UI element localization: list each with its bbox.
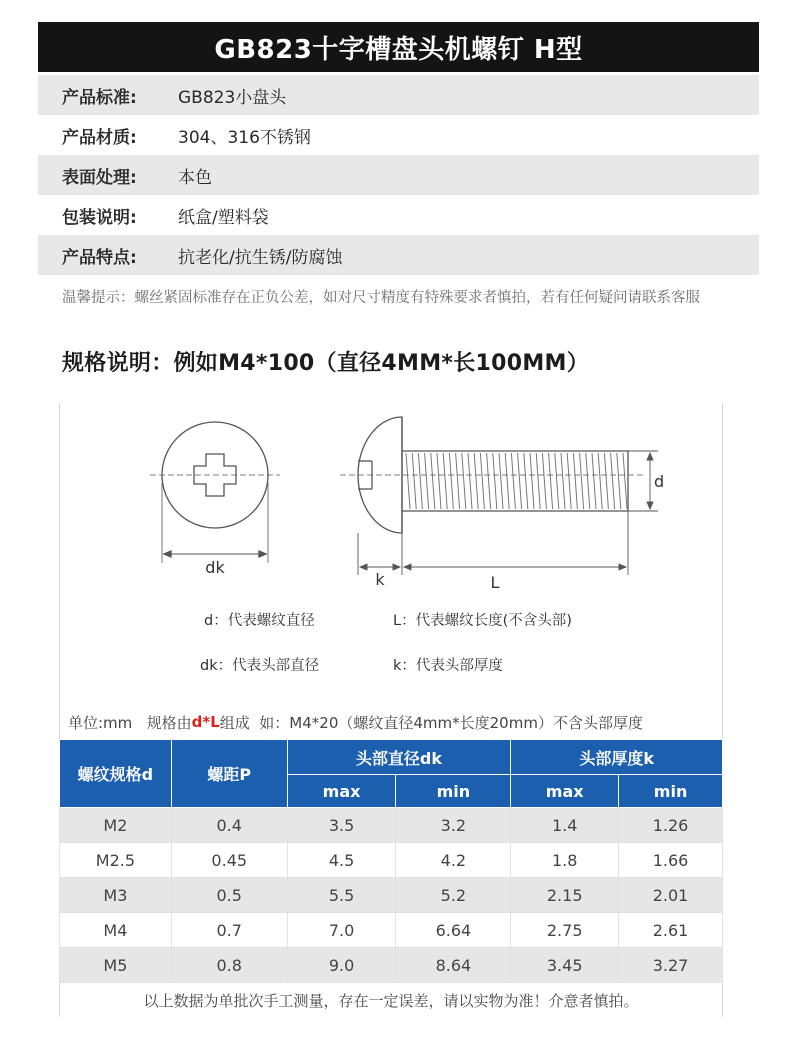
cell: 5.2: [396, 878, 511, 913]
cell: M3: [60, 878, 172, 913]
cell: 3.5: [287, 808, 396, 843]
spec-table: [59, 739, 723, 983]
thread-lines: [406, 453, 627, 509]
cell: 4.2: [396, 843, 511, 878]
dim-d-label: d: [654, 472, 665, 491]
unit-suffix: 组成 如：M4*20（螺纹直径4mm*长度20mm）不含头部厚度: [219, 713, 643, 732]
page-title: GB823十字槽盘头机螺钉 H型: [38, 22, 759, 72]
header-max: max: [511, 775, 619, 808]
unit-L: L: [210, 713, 220, 731]
dim-dk-label: dk: [205, 558, 225, 577]
header-min: min: [396, 775, 511, 808]
screw-drawing: [60, 403, 724, 705]
cell: 0.7: [171, 913, 287, 948]
cell: 5.5: [287, 878, 396, 913]
cell: 1.66: [619, 843, 723, 878]
spec-description: 规格说明：例如M4*100（直径4MM*长100MM）: [62, 351, 590, 376]
table-row: [60, 878, 723, 913]
cell: 6.64: [396, 913, 511, 948]
cell: 2.61: [619, 913, 723, 948]
cell: M2: [60, 808, 172, 843]
legend-d: d：代表螺纹直径: [204, 613, 315, 629]
spec-row-standard: [38, 75, 759, 115]
spec-value: 本色: [178, 167, 212, 188]
cell: 8.64: [396, 948, 511, 983]
unit-prefix: 单位:mm 规格由: [68, 713, 192, 732]
cell: 3.27: [619, 948, 723, 983]
table-row: [60, 913, 723, 948]
header-thread-size: 螺纹规格d: [60, 740, 172, 808]
spec-value: GB823小盘头: [178, 87, 287, 108]
tip-text: 温馨提示：螺丝紧固标准存在正负公差，如对尺寸精度有特殊要求者慎拍，若有任何疑问请联系客服: [62, 290, 700, 306]
cell: 3.2: [396, 808, 511, 843]
cell: 1.4: [511, 808, 619, 843]
spec-key: 产品特点:: [62, 247, 137, 268]
spec-key: 产品材质:: [62, 127, 137, 148]
spec-value: 304、316不锈钢: [178, 127, 311, 148]
cell: M5: [60, 948, 172, 983]
cell: 9.0: [287, 948, 396, 983]
spec-row-features: [38, 235, 759, 275]
cell: 7.0: [287, 913, 396, 948]
header-head-thickness: 头部厚度k: [511, 740, 723, 775]
cell: 2.15: [511, 878, 619, 913]
table-row: [60, 843, 723, 878]
header-pitch: 螺距P: [171, 740, 287, 808]
table-row: [60, 808, 723, 843]
spec-key: 表面处理:: [62, 167, 137, 188]
legend-dk: dk：代表头部直径: [200, 658, 320, 674]
cell: 0.8: [171, 948, 287, 983]
unit-d: d: [191, 713, 203, 731]
header-head-diameter: 头部直径dk: [287, 740, 511, 775]
cell: M4: [60, 913, 172, 948]
table-row: [60, 948, 723, 983]
screw-diagram: [59, 403, 723, 705]
unit-star: *: [202, 713, 211, 731]
header-max: max: [287, 775, 396, 808]
dim-k-label: k: [375, 570, 385, 589]
footer-note: 以上数据为单批次手工测量，存在一定误差，请以实物为准！介意者慎拍。: [59, 983, 723, 1017]
cell: 1.8: [511, 843, 619, 878]
spec-key: 包装说明:: [62, 207, 137, 228]
spec-value: 抗老化/抗生锈/防腐蚀: [178, 247, 343, 268]
unit-note: [59, 705, 723, 739]
cell: 2.75: [511, 913, 619, 948]
cell: 0.5: [171, 878, 287, 913]
legend-L: L：代表螺纹长度(不含头部): [393, 613, 572, 629]
cell: 3.45: [511, 948, 619, 983]
dim-L-label: L: [490, 573, 500, 592]
spec-row-surface: [38, 155, 759, 195]
cell: 0.4: [171, 808, 287, 843]
cell: 0.45: [171, 843, 287, 878]
header-min: min: [619, 775, 723, 808]
spec-row-packaging: [38, 195, 759, 235]
spec-row-material: [38, 115, 759, 155]
cell: M2.5: [60, 843, 172, 878]
legend-k: k：代表头部厚度: [393, 658, 503, 674]
cell: 4.5: [287, 843, 396, 878]
cell: 2.01: [619, 878, 723, 913]
spec-value: 纸盒/塑料袋: [178, 207, 269, 228]
cell: 1.26: [619, 808, 723, 843]
spec-key: 产品标准:: [62, 87, 137, 108]
